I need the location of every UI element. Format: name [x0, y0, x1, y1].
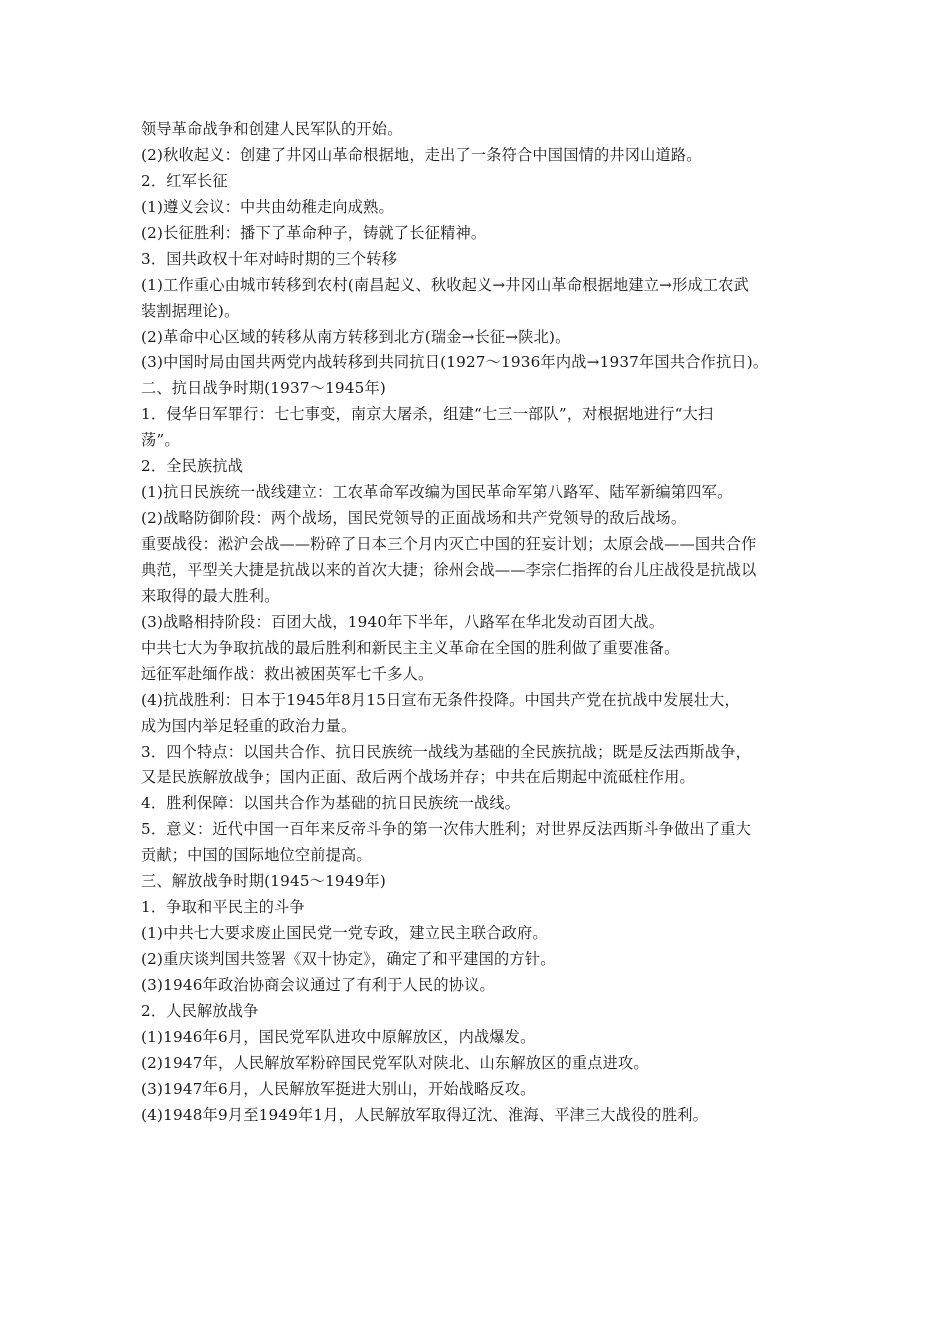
text-line: (2)1947年，人民解放军粉碎国民党军队对陕北、山东解放区的重点进攻。 — [141, 1053, 649, 1072]
text-line: 来取得的最大胜利。 — [141, 586, 280, 605]
text-line: (3)战略相持阶段：百团大战，1940年下半年，八路军在华北发动百团大战。 — [141, 612, 665, 631]
text-line: (1)中共七大要求废止国民党一党专政，建立民主联合政府。 — [141, 924, 548, 943]
text-line: (2)秋收起义：创建了井冈山革命根据地，走出了一条符合中国国情的井冈山道路。 — [141, 145, 702, 164]
text-line: 领导革命战争和创建人民军队的开始。 — [141, 120, 403, 138]
text-line: 重要战役：淞沪会战——粉碎了日本三个月内灭亡中国的狂妄计划；太原会战——国共合作 — [141, 535, 757, 553]
text-line: (1)1946年6月，国民党军队进攻中原解放区，内战爆发。 — [141, 1027, 536, 1046]
text-line: 4．胜利保障：以国共合作为基础的抗日民族统一战线。 — [141, 794, 521, 813]
text-line: (1)遵义会议：中共由幼稚走向成熟。 — [141, 197, 394, 216]
text-line: (3)1947年6月，人民解放军挺进大别山，开始战略反攻。 — [141, 1079, 536, 1098]
text-line: (4)抗战胜利：日本于1945年8月15日宣布无条件投降。中国共产党在抗战中发展壮大， — [141, 690, 740, 709]
text-line: (2)重庆谈判国共签署《双十协定》，确定了和平建国的方针。 — [141, 950, 556, 968]
text-line: (2)长征胜利：播下了革命种子，铸就了长征精神。 — [141, 223, 487, 242]
section-heading: 3．国共政权十年对峙时期的三个转移 — [141, 249, 398, 268]
document-page — [141, 117, 821, 1129]
text-line: (2)战略防御阶段：两个战场，国民党领导的正面战场和共产党领导的敌后战场。 — [141, 509, 687, 528]
text-line: 1．侵华日军罪行：七七事变，南京大屠杀，组建“七三一部队”，对根据地进行“大扫 — [141, 405, 714, 424]
section-heading: 2．红军长征 — [141, 171, 228, 190]
text-line: 5．意义：近代中国一百年来反帝斗争的第一次伟大胜利；对世界反法西斯斗争做出了重大 — [141, 820, 751, 839]
text-line: 典范，平型关大捷是抗战以来的首次大捷；徐州会战——李宗仁指挥的台儿庄战役是抗战以 — [141, 560, 757, 579]
chapter-heading: 二、抗日战争时期(1937～1945年) — [141, 379, 387, 398]
text-line: 装割据理论)。 — [141, 301, 240, 320]
text-line: (1)工作重心由城市转移到农村(南昌起义、秋收起义→井冈山革命根据地建立→形成工农武 — [141, 275, 750, 294]
chapter-heading: 三、解放战争时期(1945～1949年) — [141, 872, 387, 891]
section-heading: 2．人民解放战争 — [141, 1001, 259, 1020]
text-line: 远征军赴缅作战：救出被困英军七千多人。 — [141, 664, 434, 683]
section-heading: 1．争取和平民主的斗争 — [141, 898, 305, 917]
text-line: (1)抗日民族统一战线建立：工农革命军改编为国民革命军第八路军、陆军新编第四军。 — [141, 483, 733, 502]
section-heading: 2．全民族抗战 — [141, 457, 244, 476]
text-line: (3)中国时局由国共两党内战转移到共同抗日(1927～1936年内战→1937年国共合作抗日)。 — [141, 353, 769, 372]
text-line: (4)1948年9月至1949年1月，人民解放军取得辽沈、淮海、平津三大战役的胜利。 — [141, 1105, 708, 1124]
text-line: 荡”。 — [141, 431, 180, 450]
text-line: (3)1946年政治协商会议通过了有利于人民的协议。 — [141, 975, 495, 994]
text-line: (2)革命中心区域的转移从南方转移到北方(瑞金→长征→陕北)。 — [141, 327, 571, 346]
text-line: 又是民族解放战争；国内正面、敌后两个战场并存；中共在后期起中流砥柱作用。 — [141, 768, 695, 787]
text-line: 中共七大为争取抗战的最后胜利和新民主主义革命在全国的胜利做了重要准备。 — [141, 638, 680, 657]
text-line: 贡献；中国的国际地位空前提高。 — [141, 846, 372, 865]
text-line: 3．四个特点：以国共合作、抗日民族统一战线为基础的全民族抗战；既是反法西斯战争， — [141, 742, 751, 761]
text-line: 成为国内举足轻重的政治力量。 — [141, 716, 357, 735]
